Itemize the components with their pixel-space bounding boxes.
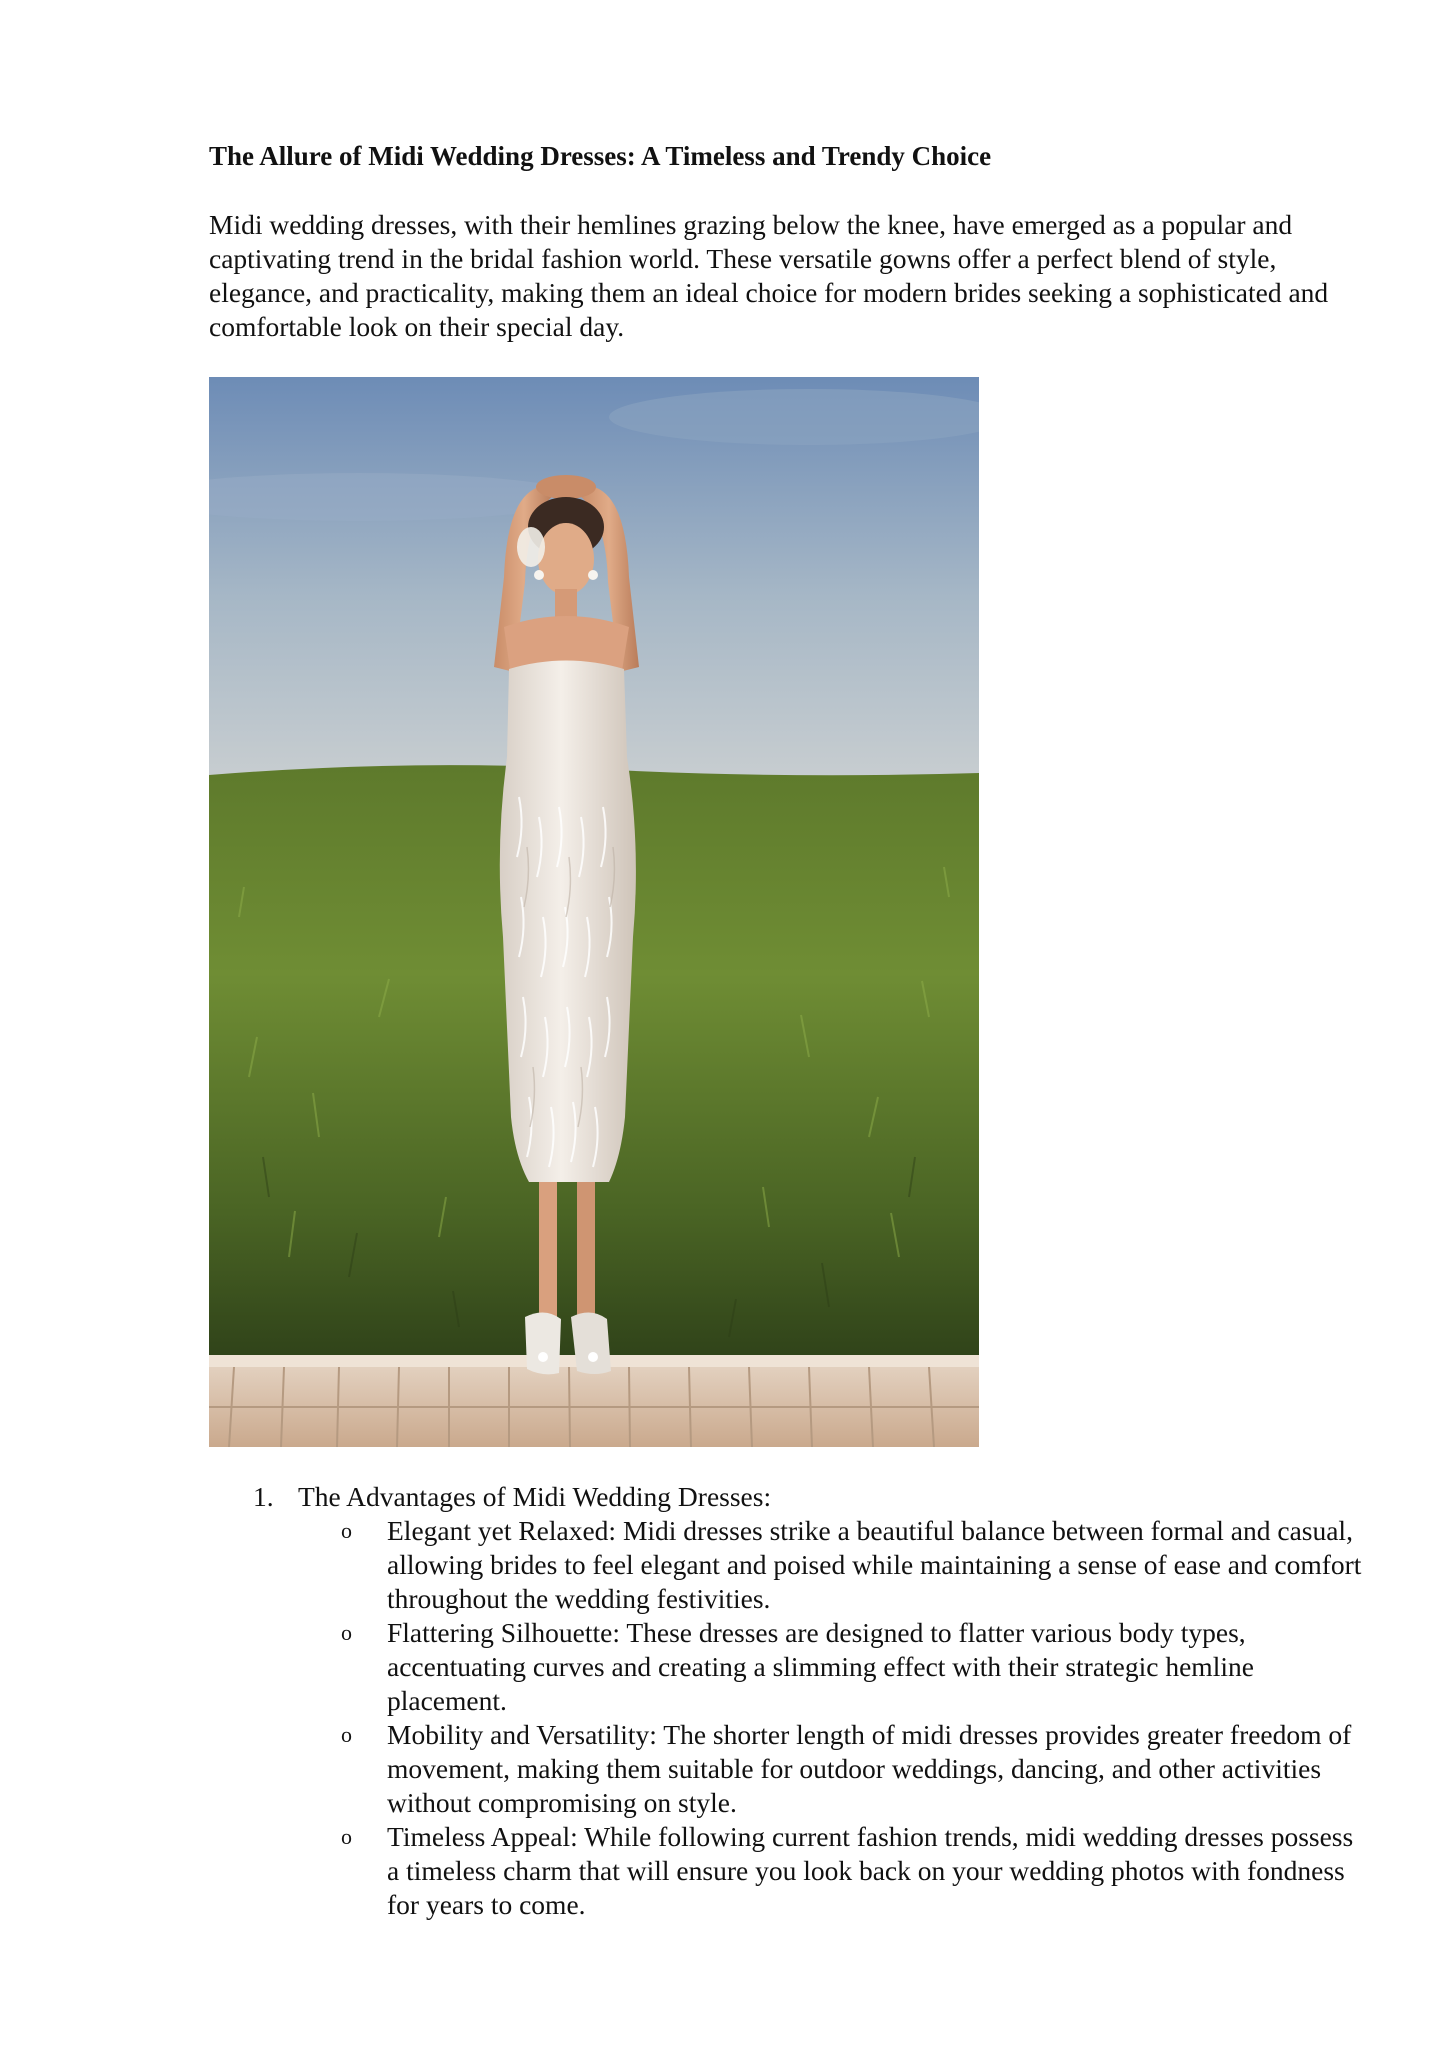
bride-midi-dress-photo (209, 377, 979, 1447)
list-item-text: Mobility and Versatility: The shorter length of midi dresses provides greater freedom of movement, making them suitable for outdoor weddings, dancing, and other activities without compromising on style. (387, 1719, 1352, 1818)
list-item (209, 1616, 1367, 1718)
bullet-icon: o (341, 1722, 352, 1747)
list-item-text: Elegant yet Relaxed: Midi dresses strike a beautiful balance between formal and casual, allowing brides to feel elegant and poised while maintaining a sense of ease and comfort throughout the wedding festivities. (387, 1515, 1362, 1614)
intro-paragraph: Midi wedding dresses, with their hemlines grazing below the knee, have emerged as a popular and captivating trend in the bridal fashion world. These versatile gowns offer a perfect blend of style, elegance, and practicality, making them an ideal choice for modern brides seeking a sophisticated and comfortable look on their special day. (209, 209, 1329, 342)
list-item (209, 1820, 1367, 1922)
list-item (209, 1514, 1367, 1616)
bullet-icon: o (341, 1518, 352, 1543)
list-item-text: Flattering Silhouette: These dresses are designed to flatter various body types, accentuating curves and creating a slimming effect with their strategic hemline placement. (387, 1617, 1254, 1716)
list-item-text: Timeless Appeal: While following current fashion trends, midi wedding dresses possess a timeless charm that will ensure you look back on your wedding photos with fondness for years to come. (387, 1821, 1354, 1920)
document-title: The Allure of Midi Wedding Dresses: A Timeless and Trendy Choice (209, 141, 992, 171)
list-heading-text: The Advantages of Midi Wedding Dresses: (298, 1481, 772, 1512)
bullet-icon: o (341, 1824, 352, 1849)
advantages-list (209, 1480, 1362, 1922)
list-number: 1. (253, 1481, 274, 1512)
advantages-sub-list (209, 1514, 1362, 1922)
bullet-icon: o (341, 1620, 352, 1645)
list-heading (209, 1480, 1349, 1514)
list-item (209, 1718, 1367, 1820)
